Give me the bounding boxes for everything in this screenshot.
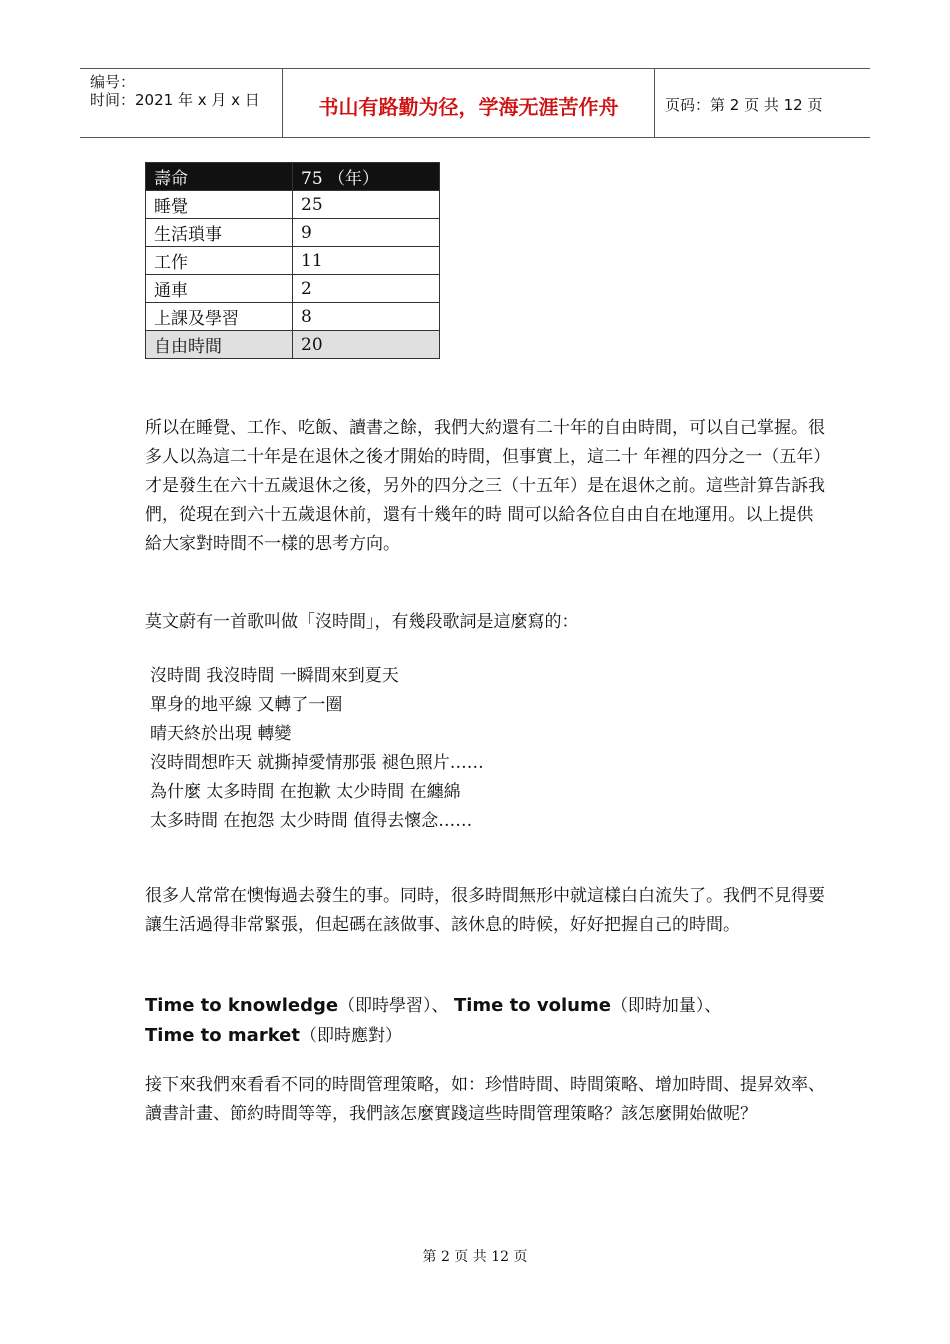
table-cell: 通車 bbox=[146, 275, 293, 303]
page-info: 页码：第 2 页 共 12 页 bbox=[665, 96, 823, 114]
paragraph-time-to bbox=[145, 991, 825, 1051]
term-market-note: （即時應對） bbox=[300, 1026, 402, 1046]
motto: 书山有路勤为径，学海无涯苦作舟 bbox=[318, 95, 619, 119]
table-row bbox=[146, 191, 440, 219]
table-header-row bbox=[146, 163, 440, 191]
table-cell: 25 bbox=[293, 191, 440, 219]
term-market: Time to market bbox=[145, 1025, 300, 1046]
lyric-line: 沒時間 我沒時間 一瞬間來到夏天 bbox=[150, 666, 399, 686]
document-header bbox=[80, 68, 870, 138]
table-cell: 9 bbox=[293, 219, 440, 247]
table-row bbox=[146, 331, 440, 359]
paragraph-regret: 很多人常常在懊悔過去發生的事。同時，很多時間無形中就這樣白白流失了。我們不見得要讓生活過得非常緊張，但起碼在該做事、該休息的時候，好好把握自己的時間。 bbox=[145, 886, 825, 935]
lyric-line: 晴天終於出現 轉變 bbox=[150, 724, 292, 744]
paragraph-strategies: 接下來我們來看看不同的時間管理策略，如：珍惜時間、時間策略、增加時間、提昇效率、讀書計畫、節約時間等等，我們該怎麼實踐這些時間管理策略？該怎麼開始做呢？ bbox=[145, 1075, 825, 1124]
song-lyrics bbox=[150, 662, 484, 836]
table-cell: 8 bbox=[293, 303, 440, 331]
lyric-line: 沒時間想昨天 就撕掉愛情那張 褪色照片…… bbox=[150, 753, 484, 773]
header-motto-cell bbox=[283, 69, 655, 137]
header-info-cell bbox=[80, 69, 283, 137]
table-cell: 睡覺 bbox=[146, 191, 293, 219]
table-header-cell: 75 （年） bbox=[293, 163, 440, 191]
term-knowledge: Time to knowledge bbox=[145, 995, 339, 1016]
date-label: 时间：2021 年 x 月 x 日 bbox=[90, 91, 260, 109]
serial-label: 编号： bbox=[90, 73, 136, 91]
table-cell: 11 bbox=[293, 247, 440, 275]
table-cell: 上課及學習 bbox=[146, 303, 293, 331]
term-volume-note: （即時加量）、 bbox=[610, 996, 722, 1016]
table-cell: 2 bbox=[293, 275, 440, 303]
table-header-cell: 壽命 bbox=[146, 163, 293, 191]
table-cell: 工作 bbox=[146, 247, 293, 275]
table-cell: 生活瑣事 bbox=[146, 219, 293, 247]
term-knowledge-note: （即時學習）、 bbox=[338, 996, 454, 1016]
lyric-line: 為什麼 太多時間 在抱歉 太少時間 在纏綿 bbox=[150, 782, 461, 802]
table-row bbox=[146, 275, 440, 303]
table-row bbox=[146, 219, 440, 247]
lifespan-table bbox=[145, 162, 440, 359]
paragraph-song-intro: 莫文蔚有一首歌叫做「沒時間」，有幾段歌詞是這麼寫的： bbox=[145, 612, 579, 632]
header-page-cell bbox=[655, 69, 870, 137]
term-volume: Time to volume bbox=[453, 995, 611, 1016]
table-cell: 20 bbox=[293, 331, 440, 359]
paragraph-free-time: 所以在睡覺、工作、吃飯、讀書之餘，我們大約還有二十年的自由時間，可以自己掌握。很多人以為這二十年是在退休之後才開始的時間，但事實上，這二十 年裡的四分之一（五年）才是發生在六十五歲退休之後，另外的四分之三（十五年）是在退休之前。這些計算告訴我們，從現在到六十五歲退休前，還有十幾年的時 間可以給各位自由自在地運用。以上提供給大家對時間不一樣的思考方向。 bbox=[145, 418, 825, 554]
lyric-line: 單身的地平線 又轉了一圈 bbox=[150, 695, 343, 715]
table-row bbox=[146, 303, 440, 331]
lyric-line: 太多時間 在抱怨 太少時間 值得去懷念…… bbox=[150, 811, 473, 831]
page-footer: 第 2 页 共 12 页 bbox=[422, 1249, 528, 1265]
table-cell: 自由時間 bbox=[146, 331, 293, 359]
table-row bbox=[146, 247, 440, 275]
